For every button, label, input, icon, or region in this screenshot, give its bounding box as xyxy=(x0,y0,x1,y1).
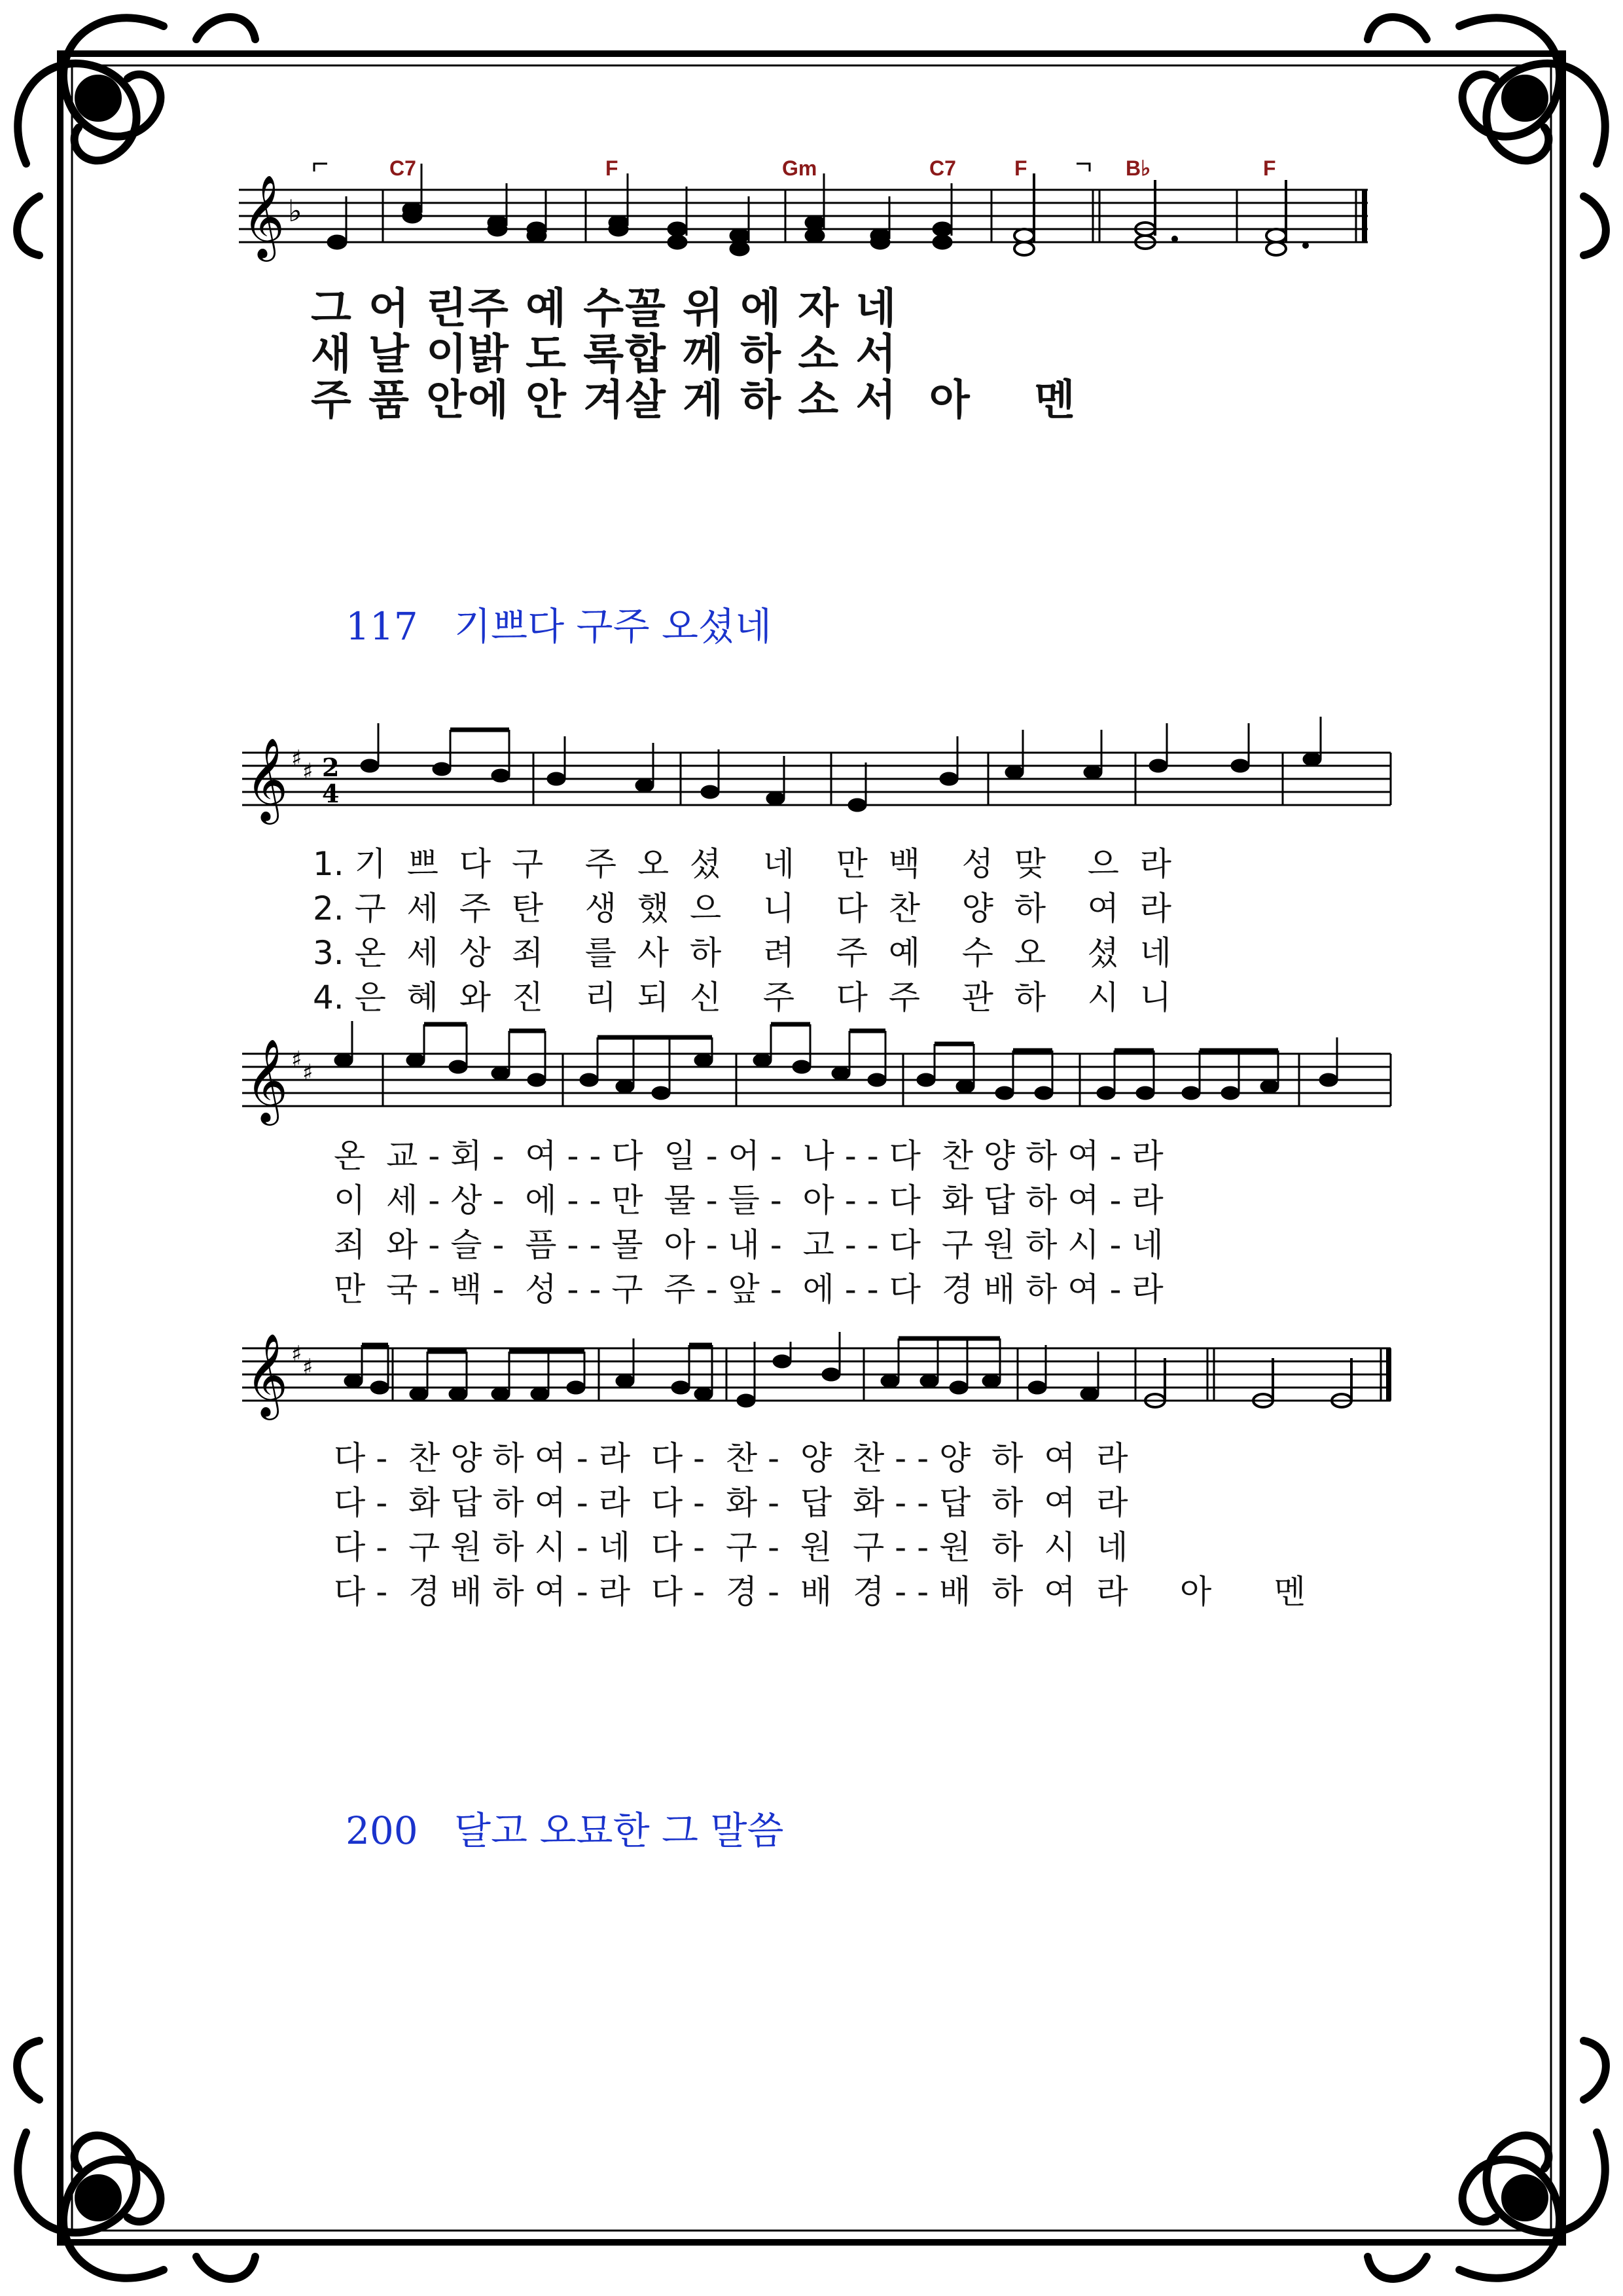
chord-symbol: C7 xyxy=(389,156,416,180)
svg-text:♯: ♯ xyxy=(302,1354,313,1380)
hymn-117-verse-1-line-1: 1. 기 쁘 다 구 주 오 셨 네 만 백 성 맞 으 라 xyxy=(313,845,1171,883)
svg-text:♯: ♯ xyxy=(291,1047,302,1073)
hymn-117-title: 117 기쁘다 구주 오셨네 xyxy=(346,604,772,649)
hymn-117-verse-2-line-1: 2. 구 세 주 탄 생 했 으 니 다 찬 양 하 여 라 xyxy=(313,889,1171,927)
hymn-200-title: 200 달고 오묘한 그 말씀 xyxy=(346,1808,784,1853)
hymn-117-verse-3-line-3: 다 - 구 원 하 시 - 네 다 - 구 - 원 구 - - 원 하 시 네 xyxy=(334,1528,1128,1566)
treble-clef-icon: 𝄞 xyxy=(245,1333,289,1416)
top-song-lyric-line-1: 그 어 린주 예 수꼴 위 에 자 네 xyxy=(311,285,898,333)
treble-clef-icon: 𝄞 xyxy=(242,174,285,258)
chord-symbol: C7 xyxy=(929,156,956,180)
chord-symbol: F xyxy=(1014,156,1027,180)
hymn-117-verse-4-line-3: 다 - 경 배 하 여 - 라 다 - 경 - 배 경 - - 배 하 여 라 아 멘 xyxy=(334,1573,1306,1611)
svg-text:♭: ♭ xyxy=(288,193,302,228)
svg-text:4: 4 xyxy=(322,779,340,808)
hymn-117-verse-4-line-2: 만 국 - 백 - 성 - - 구 주 - 앞 - 에 - - 다 경 배 하 여 - 라 xyxy=(334,1270,1164,1308)
hymn-117-verse-3-line-2: 죄 와 - 슬 - 픔 - - 몰 아 - 내 - 고 - - 다 구 원 하 시 - 네 xyxy=(334,1226,1164,1264)
top-song-lyric-line-3: 주 품 안에 안 겨살 게 하 소 서 아 멘 xyxy=(311,376,1077,425)
top-song-lyric-line-2: 새 날 이밝 도 록합 께 하 소 서 xyxy=(311,331,898,379)
svg-text:♯: ♯ xyxy=(291,745,302,772)
chord-symbol: B♭ xyxy=(1126,156,1151,180)
svg-text:♯: ♯ xyxy=(302,1060,313,1086)
svg-text:♯: ♯ xyxy=(291,1341,302,1367)
hymn-117-verse-4-line-1: 4. 은 혜 와 진 리 되 신 주 다 주 관 하 시 니 xyxy=(313,978,1171,1016)
svg-text:2: 2 xyxy=(322,753,340,782)
hymn-117-verse-2-line-2: 이 세 - 상 - 에 - - 만 물 - 들 - 아 - - 다 화 답 하 여 - 라 xyxy=(334,1181,1164,1219)
hymn-117-verse-3-line-1: 3. 온 세 상 죄 를 사 하 려 주 예 수 오 셨 네 xyxy=(313,934,1171,972)
svg-text:♯: ♯ xyxy=(302,759,313,785)
chord-symbol: F xyxy=(605,156,618,180)
treble-clef-icon: 𝄞 xyxy=(245,1038,289,1122)
treble-clef-icon: 𝄞 xyxy=(245,737,289,821)
chord-symbol: F xyxy=(1263,156,1276,180)
hymn-117-verse-2-line-3: 다 - 화 답 하 여 - 라 다 - 화 - 답 화 - - 답 하 여 라 xyxy=(334,1484,1128,1522)
chord-symbol: Gm xyxy=(782,156,817,180)
hymn-117-verse-1-line-2: 온 교 - 회 - 여 - - 다 일 - 어 - 나 - - 다 찬 양 하 여 - 라 xyxy=(334,1137,1164,1175)
hymn-117-verse-1-line-3: 다 - 찬 양 하 여 - 라 다 - 찬 - 양 찬 - - 양 하 여 라 xyxy=(334,1439,1128,1477)
